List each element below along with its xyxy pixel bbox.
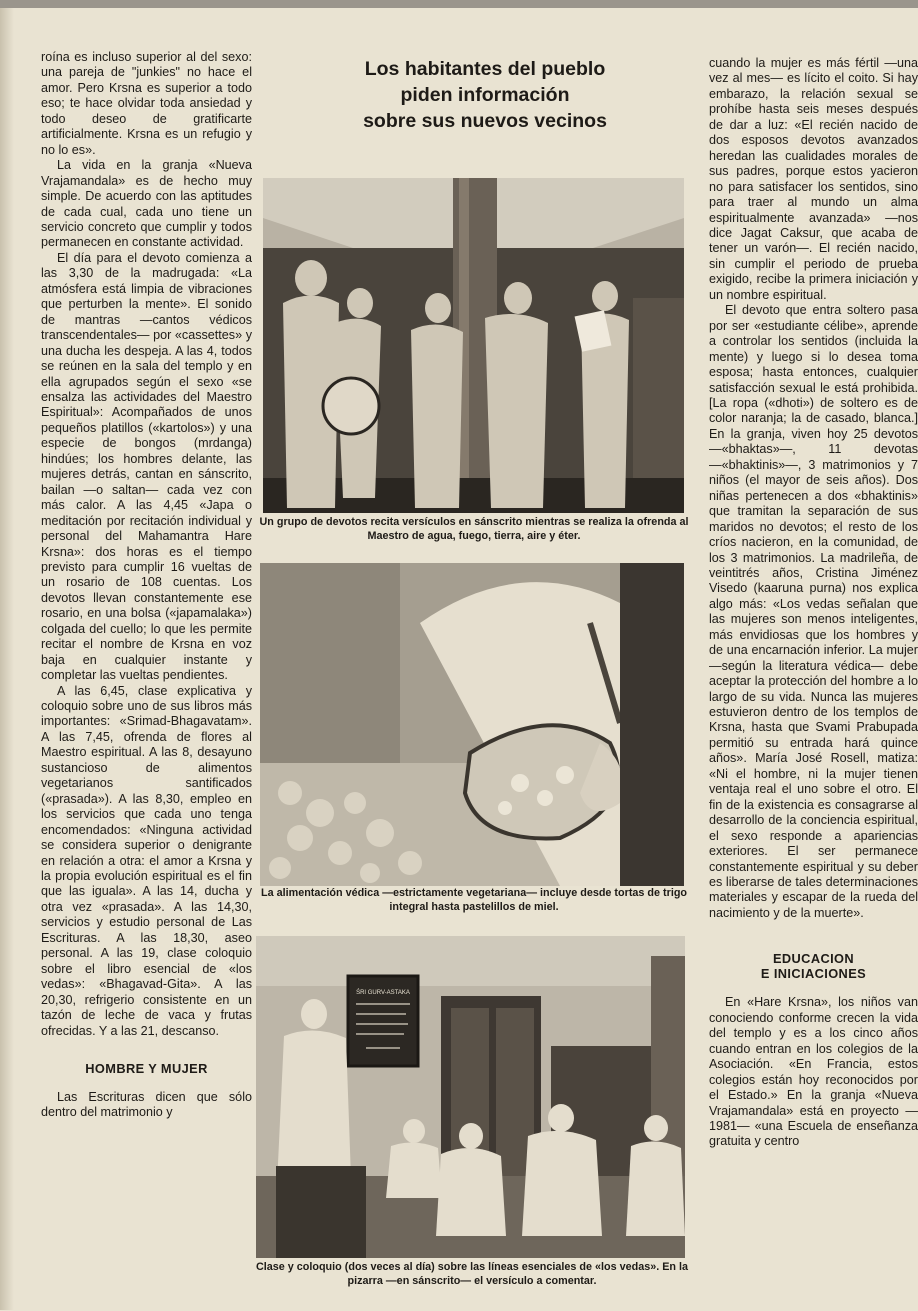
page-top-edge (0, 0, 918, 8)
right-paragraph-2: El devoto que entra soltero pasa por ser «estudiante célibe», aprende a controlar los sentidos (incluida la mente) y luego si lo desea toma esposa; hasta entonces, cualquier satisfacción sexual le está prohibida. [La ropa («dhoti») de soltero es de color naranja; la de casado, blanca.] En la granja, viven hoy 25 devotos —«bhaktas»—, 11 devotas —«bhaktinis»—, 3 matrimonios y 7 niños (el mayor de seis años). Dos niñas pertenecen a dos «bhaktinis» que tramitan la separación de sus maridos no devotos; el resto de los críos nacieron, en la comunidad, de los 3 matrimonios. La madrileña, de veintitrés años, Cristina Jiménez Visedo (kaaruna purna) nos explica algo más: «Los vedas señalan que las mujeres son menos inteligentes, más envidiosas que los hombres y de una encarnación inferior. La mujer —según la literatura védica— debe aceptar la protección del hombre a lo largo de su vida. Nunca las mujeres estuvieron dentro de los templos de Krsna, hasta que Svami Prabupada permitió su entrada hará quince años». María José Rosell, matiza: «Ni el hombre, ni la mujer tienen ventaja real el uno sobre el otro. El fin de la existencia es consagrarse al desarrollo de la conciencia espiritual, el sexo responde a apariencias exteriores. El ser permanece constantemente espiritual y su deber es liberarse de tales determinaciones materiales y escapar de la rueda del nacimiento y de la muerte». (709, 303, 918, 920)
headline-line-2: piden información (400, 84, 570, 106)
photo-vegetarian-food (260, 563, 684, 886)
subheading-educacion (709, 951, 918, 981)
right-paragraph-3: En «Hare Krsna», los niños van conociendo conforme crecen la vida del templo y es a los cinco años cuando entran en los colegios de la Asociación. «En Francia, estos colegios están hoy reconocidos por el Estado.» En la granja «Nueva Vrajamandala» está en proyecto —1981— «una Escuela de enseñanza gratuita y centro (709, 995, 918, 1149)
right-paragraph-1: cuando la mujer es más fértil —una vez al mes— es lícito el coito. Si hay embarazo, la relación sexual se prohíbe hasta seis meses después de dar a luz: «El recién nacido de dos esposos devotos avanzados heredan las cualidades morales de sus padres, porque estos yacieron no para satisfacer los sentidos, sino para traer al mundo un alma espiritualmente avanzada» —nos dice Jagat Caksur, que acaba de tener un varón—. El recién nacido, sin cumplir el periodo de prueba exigido, recibe la primera iniciación y un nombre espiritual. (709, 56, 918, 302)
blackboard-text: ŚRI GURV-ASTAKA (356, 990, 410, 996)
left-paragraph-5: Las Escrituras dicen que sólo dentro del matrimonio y (41, 1090, 252, 1120)
caption-photo-2: La alimentación védica —estrictamente vegetariana— incluye desde tortas de trigo integral hasta pastelillos de miel. (260, 887, 688, 913)
right-text-column (709, 56, 918, 1311)
caption-photo-1: Un grupo de devotos recita versículos en sánscrito mientras se realiza la ofrenda al Maestro de agua, fuego, tierra, aire y éter. (259, 516, 689, 542)
headline-line-1: Los habitantes del pueblo (364, 58, 606, 80)
left-text-column (41, 50, 252, 1310)
caption-photo-3: Clase y coloquio (dos veces al día) sobre las líneas esenciales de «los vedas». En la pizarra —en sánscrito— el versículo a comentar. (255, 1261, 689, 1287)
subheading-educacion-line-2: E INICIACIONES (760, 966, 867, 982)
subheading-educacion-line-1: EDUCACION (772, 951, 855, 967)
left-paragraph-1: roína es incluso superior al del sexo: una pareja de "junkies" no hace el amor. Pero Krsna es superior a todo eso; te hace olvidar toda ansiedad y todo deseo de gratificarte artificialmente. Krsna es un refugio y no lo es». (41, 50, 252, 157)
left-paragraph-4: A las 6,45, clase explicativa y coloquio sobre uno de sus libros más importantes: «Srimad-Bhagavatam». A las 7,45, ofrenda de flores al Maestro espiritual. A las 8, desayuno sustancioso de alimentos vegetarianos santificados («prasada»). A las 8,30, empleo en los servicios que cada uno tenga encomendados: «Ninguna actividad se considera superior o denigrante en relación a otra: el amor a Krsna y la propia evolución espiritual es el fin que las iguala». A las 14, ducha y otra vez «prasada». A las 14,30, servicios y estudio personal de Las Escrituras. A las 18,30, aseo personal. A las 19, clase coloquio sobre el libro esencial de «los vedas»: «Bhagavad-Gita». A las 20,30, refrigerio consistente en un tazón de leche de vaca y frutas ofrecidas. Y a las 21, descanso. (41, 683, 252, 1038)
left-paragraph-3: El día para el devoto comienza a las 3,30 de la madrugada: «La atmósfera está limpia de vibraciones que perturben la mente». El sonido de mantras —cantos védicos transcendentales— por «cassettes» y una ducha les despeja. A las 4, todos se reúnen en la sala del templo y en ella agrupados según el sexo «se ensalza las actividades del Maestro Espiritual»: Acompañados de unos pequeños platillos («kartolos») y una especie de bongos (mrdanga) hindúes; los hombres delante, las mujeres detrás, cantan en sánscrito, bailan —o saltan— cada vez con más calor. A las 4,45 «Japa o meditación por recitación individual y personal del Mahamantra Hare Krsna»: dos horas es el tiempo previsto para cumplir 16 vueltas de un rosario de 108 cuentas. Los devotos llevan constantemente ese rosario, en una bolsa («japamalaka») colgada del cuello; lo que les permite recitar el nombre de Krsna en voz baja en cualquier instante y completar las vueltas pendientes. (41, 250, 252, 683)
page-binding-edge (0, 8, 14, 1310)
photo-class-and-colloquium (256, 936, 685, 1258)
left-paragraph-2: La vida en la granja «Nueva Vrajamandala» es de hecho muy simple. De acuerdo con las aptitudes de cada cual, cada uno tiene un servicio concreto que cumplir y todos permanecen en constante actividad. (41, 158, 252, 250)
magazine-page (14, 8, 918, 1310)
headline-line-3: sobre sus nuevos vecinos (363, 110, 607, 132)
article-headline (276, 56, 694, 134)
subheading-hombre-y-mujer: HOMBRE Y MUJER (85, 1061, 208, 1076)
photo-devotees-chanting (263, 178, 684, 513)
